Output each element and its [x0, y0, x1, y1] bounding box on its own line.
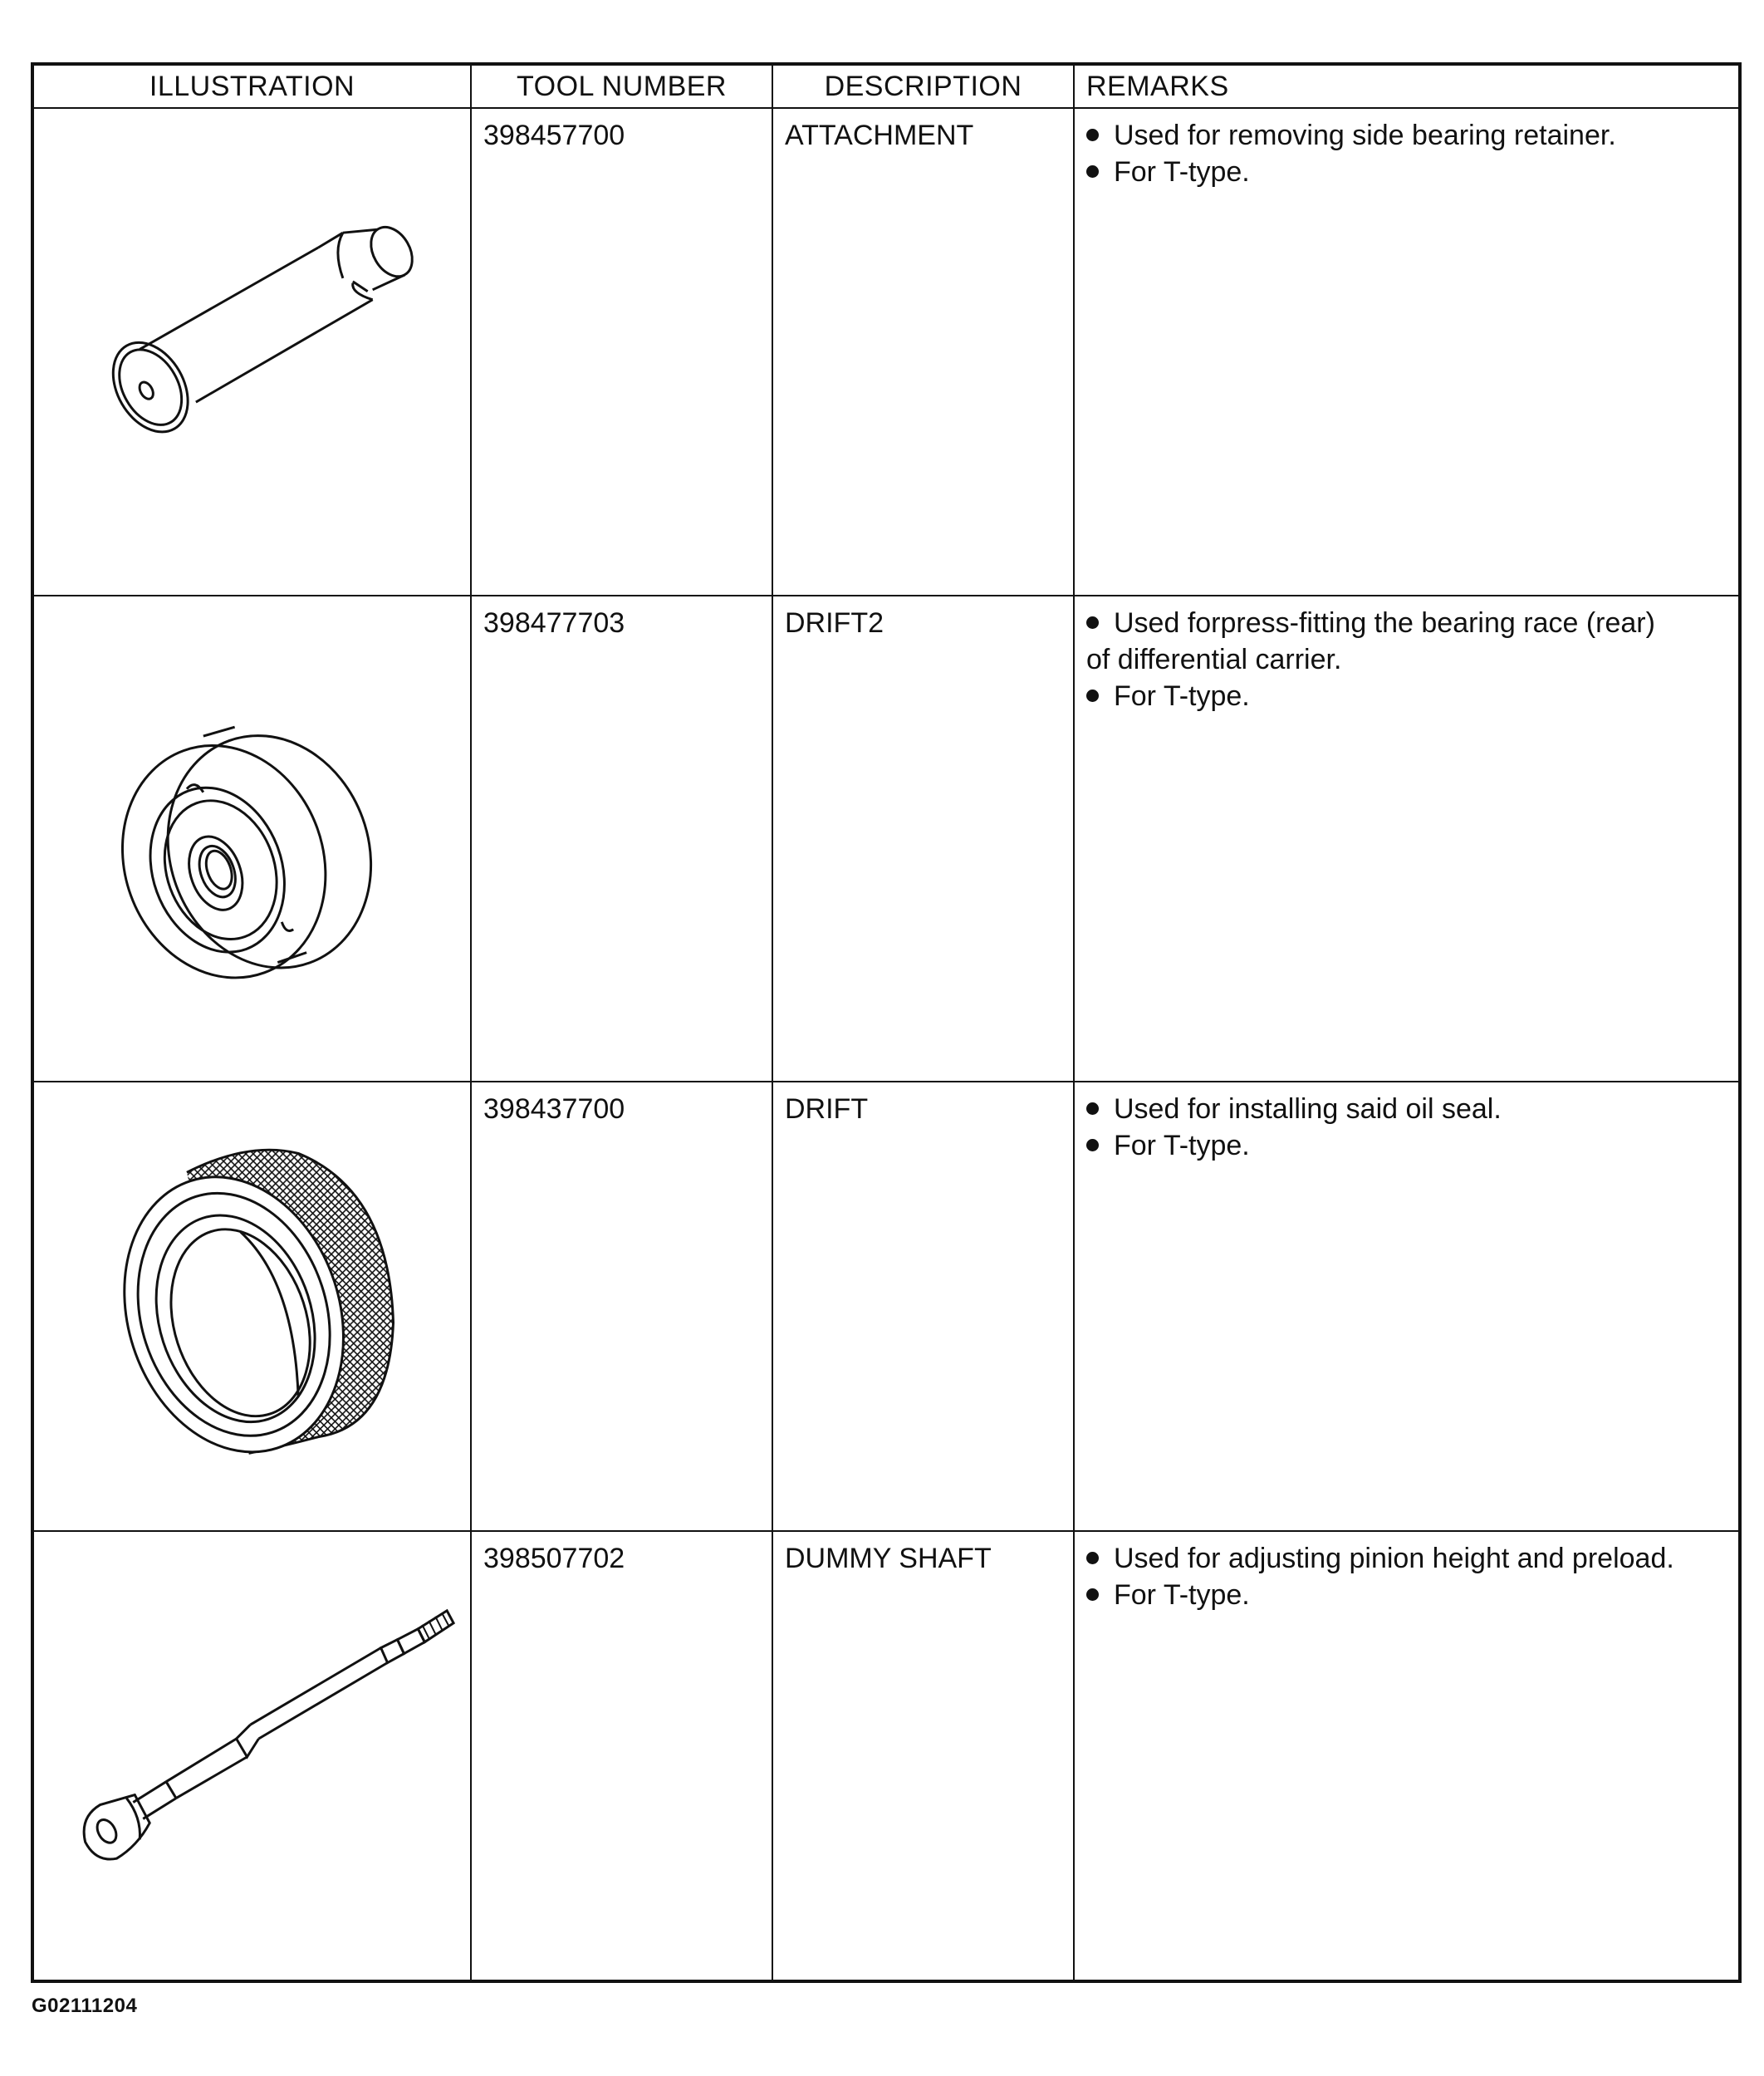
attachment-tool-icon [34, 109, 470, 595]
bullet-icon [1086, 129, 1099, 141]
remark-item: For T-type. [1086, 1127, 1727, 1164]
illustration-cell [32, 1531, 471, 1981]
illustration-cell [32, 108, 471, 596]
bullet-icon [1086, 1588, 1099, 1601]
table-header-row [32, 64, 1740, 108]
description-cell: DRIFT2 [772, 596, 1074, 1082]
table-row [32, 1082, 1740, 1532]
tool-number-cell: 398437700 [471, 1082, 772, 1532]
dummy-shaft-tool-icon [34, 1532, 470, 1980]
remark-item: For T-type. [1086, 1577, 1727, 1613]
figure-code: G02111204 [32, 1995, 138, 2017]
remark-item: Used for removing side bearing retainer. [1086, 117, 1727, 154]
remark-item: Used forpress-fitting the bearing race (rear) [1086, 605, 1727, 641]
remark-item: For T-type. [1086, 678, 1727, 714]
description-cell: DUMMY SHAFT [772, 1531, 1074, 1981]
bullet-icon [1086, 616, 1099, 629]
table-row [32, 596, 1740, 1082]
table-row [32, 1531, 1740, 1981]
bullet-icon [1086, 1102, 1099, 1115]
special-tools-table [31, 62, 1742, 1983]
knurled-drift-tool-icon [34, 1082, 470, 1531]
header-tool-number: TOOL NUMBER [471, 64, 772, 108]
description-cell: DRIFT [772, 1082, 1074, 1532]
bullet-icon [1086, 1139, 1099, 1151]
description-cell: ATTACHMENT [772, 108, 1074, 596]
remark-item: Used for adjusting pinion height and preload. [1086, 1540, 1727, 1577]
header-illustration: ILLUSTRATION [32, 64, 471, 108]
remark-item: Used for installing said oil seal. [1086, 1091, 1727, 1127]
illustration-cell [32, 596, 471, 1082]
remarks-cell [1074, 108, 1740, 596]
bullet-icon [1086, 165, 1099, 178]
tool-number-cell: 398477703 [471, 596, 772, 1082]
bullet-icon [1086, 690, 1099, 702]
remarks-cell [1074, 1082, 1740, 1532]
header-description: DESCRIPTION [772, 64, 1074, 108]
header-remarks: REMARKS [1074, 64, 1740, 108]
remarks-cell [1074, 596, 1740, 1082]
tool-number-cell: 398507702 [471, 1531, 772, 1981]
table-row [32, 108, 1740, 596]
remark-item-continuation: of differential carrier. [1086, 643, 1342, 675]
bullet-icon [1086, 1552, 1099, 1564]
remarks-cell [1074, 1531, 1740, 1981]
illustration-cell [32, 1082, 471, 1532]
tool-number-cell: 398457700 [471, 108, 772, 596]
drift2-tool-icon [34, 596, 470, 1081]
remark-item: For T-type. [1086, 154, 1727, 190]
